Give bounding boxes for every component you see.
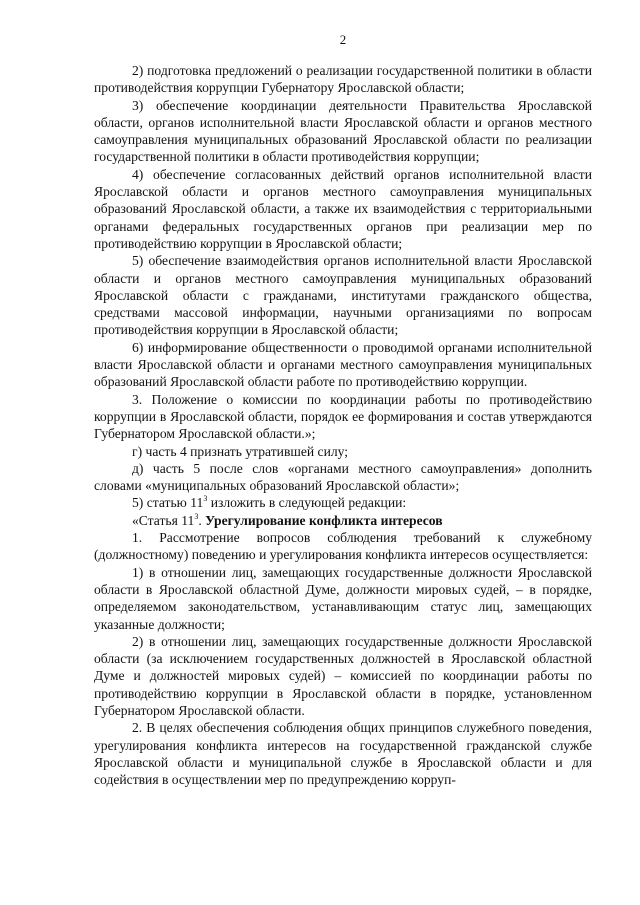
paragraph: 1. Рассмотрение вопросов соблюдения требований к служебному (должностному) поведению и урегулирования конфликта интересов осуществляется: [94,530,592,563]
paragraph: 2) подготовка предложений о реализации государственной политики в области противодействия коррупции Губернатору Ярославской области; [94,63,592,96]
article-heading-sup: 3 [194,511,199,521]
article-heading-title: Урегулирование конфликта интересов [205,512,443,528]
paragraph: 2. В целях обеспечения соблюдения общих принципов служебного поведения, урегулирования конфликта интересов на государственной гражданской службе Ярославской области и муниципальной службе в Ярославской области и для содействия в осуществлении мер по предупреждению корруп- [94,720,592,788]
paragraph: 5) обеспечение взаимодействия органов исполнительной власти Ярославской области и органов местного самоуправления муниципальных образований Ярославской области с гражданами, институтами гражданского общества, средствами массовой информации, научными организациями по вопросам противодействия коррупции в Ярославской области; [94,253,592,338]
amendment-suffix: изложить в следующей редакции: [207,495,407,511]
paragraph: 2) в отношении лиц, замещающих государственные должности Ярославской области (за исключением государственных должностей в Ярославской областной Думе и должностей мировых судей) – комиссией по координации работы по противодействию коррупции в Ярославской области в порядке, установленном Губернатором Ярославской области. [94,633,592,718]
amendment-prefix: 5) статью 11 [132,495,204,511]
paragraph: 1) в отношении лиц, замещающих государственные должности Ярославской области в Ярославской областной Думе, должности мировых судей, – в порядке, определяемом законодательством, устанавливающим статус лиц, замещающих указанные должности; [94,564,592,632]
page-number: 2 [339,32,347,47]
article-amendment-line [94,494,592,511]
paragraph: 3) обеспечение координации деятельности Правительства Ярославской области, органов исполнительной власти Ярославской области и органов местного самоуправления муниципальных образований Ярославской области по реализации государственной политики в области противодействия коррупции; [94,97,592,165]
paragraph: г) часть 4 признать утратившей силу; [132,443,349,459]
article-heading-prefix: «Статья 11 [132,512,195,528]
article-heading [94,512,592,529]
amendment-sup: 3 [203,494,208,504]
paragraph: 4) обеспечение согласованных действий органов исполнительной власти Ярославской области и органов местного самоуправления муниципальных образований Ярославской области, а также их взаимодействия с территориальными органами федеральных государственных органов при реализации мер по противодействию коррупции в Ярославской области; [94,166,592,251]
paragraph: 3. Положение о комиссии по координации работы по противодействию коррупции в Ярославской области, порядок ее формирования и состав утверждаются Губернатором Ярославской области.»; [94,391,592,442]
paragraph: д) часть 5 после слов «органами местного самоуправления» дополнить словами «муниципальных образований Ярославской области»; [94,460,592,494]
paragraph: 6) информирование общественности о проводимой органами исполнительной власти Ярославской области и органами местного самоуправления муниципальных образований Ярославской области работе по противодействию коррупции. [94,339,592,390]
article-heading-dot: . [198,512,206,528]
